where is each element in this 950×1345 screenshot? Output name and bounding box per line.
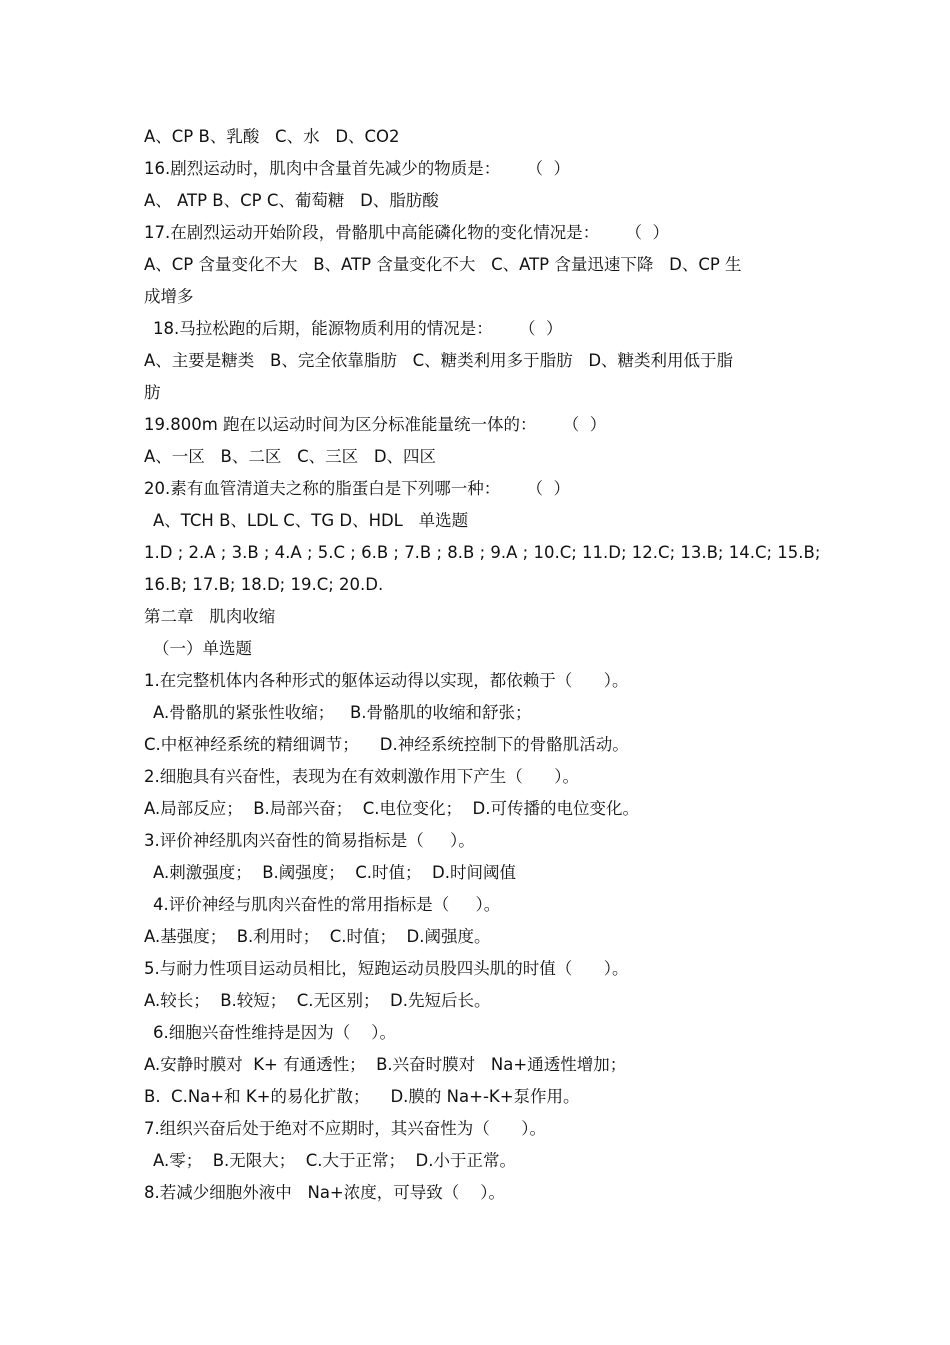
ch2-options-5: A.较长； B.较短； C.无区别； D.先短后长。	[144, 991, 491, 1010]
options-20: A、TCH B、LDL C、TG D、HDL 单选题	[153, 511, 469, 530]
options-18-cont: 肪	[144, 383, 161, 402]
question-17: 17.在剧烈运动开始阶段，骨骼肌中高能磷化物的变化情况是： （ ）	[144, 223, 669, 242]
question-18: 18.马拉松跑的后期，能源物质利用的情况是： （ ）	[153, 319, 563, 338]
ch2-options-3: A.刺激强度； B.阈强度； C.时值； D.时间阈值	[153, 863, 516, 882]
ch2-question-2: 2.细胞具有兴奋性，表现为在有效刺激作用下产生（ ）。	[144, 767, 579, 786]
ch2-options-1b: C.中枢神经系统的精细调节； D.神经系统控制下的骨骼肌活动。	[144, 735, 629, 754]
ch2-question-6: 6.细胞兴奋性维持是因为（ ）。	[153, 1023, 396, 1042]
ch2-question-4: 4.评价神经与肌肉兴奋性的常用指标是（ ）。	[153, 895, 501, 914]
text-line: A、CP B、乳酸 C、水 D、CO2	[144, 127, 400, 146]
question-19: 19.800m 跑在以运动时间为区分标准能量统一体的： （ ）	[144, 415, 607, 434]
answer-key: 1.D ; 2.A ; 3.B ; 4.A ; 5.C ; 6.B ; 7.B ; 8.B ; 9.A ; 10.C; 11.D; 12.C; 13.B; 14.C; 15.B;	[144, 543, 821, 562]
ch2-question-1: 1.在完整机体内各种形式的躯体运动得以实现，都依赖于（ ）。	[144, 671, 629, 690]
ch2-question-3: 3.评价神经肌肉兴奋性的简易指标是（ ）。	[144, 831, 475, 850]
options-17: A、CP 含量变化不大 B、ATP 含量变化不大 C、ATP 含量迅速下降 D、CP 生	[144, 255, 742, 274]
answer-key-cont: 16.B; 17.B; 18.D; 19.C; 20.D.	[144, 575, 384, 594]
document-body	[144, 121, 821, 1209]
ch2-options-6b: B. C.Na+和 K+的易化扩散； D.膜的 Na+-K+泵作用。	[144, 1087, 580, 1106]
ch2-options-4: A.基强度； B.利用时； C.时值； D.阈强度。	[144, 927, 491, 946]
ch2-options-7: A.零； B.无限大； C.大于正常； D.小于正常。	[153, 1151, 516, 1170]
options-18: A、主要是糖类 B、完全依靠脂肪 C、糖类利用多于脂肪 D、糖类利用低于脂	[144, 351, 734, 370]
options-17-cont: 成增多	[144, 287, 194, 306]
ch2-question-5: 5.与耐力性项目运动员相比，短跑运动员股四头肌的时值（ ）。	[144, 959, 629, 978]
ch2-options-6a: A.安静时膜对 K+ 有通透性； B.兴奋时膜对 Na+通透性增加；	[144, 1055, 627, 1074]
ch2-question-7: 7.组织兴奋后处于绝对不应期时，其兴奋性为（ ）。	[144, 1119, 546, 1138]
question-20: 20.素有血管清道夫之称的脂蛋白是下列哪一种： （ ）	[144, 479, 570, 498]
ch2-options-1a: A.骨骼肌的紧张性收缩； B.骨骼肌的收缩和舒张；	[153, 703, 532, 722]
ch2-question-8: 8.若减少细胞外液中 Na+浓度，可导致（ ）。	[144, 1183, 505, 1202]
question-16: 16.剧烈运动时，肌肉中含量首先减少的物质是： （ ）	[144, 159, 570, 178]
ch2-options-2: A.局部反应； B.局部兴奋； C.电位变化； D.可传播的电位变化。	[144, 799, 639, 818]
section-title: （一）单选题	[153, 639, 252, 658]
chapter-title: 第二章 肌肉收缩	[144, 607, 276, 626]
options-16: A、 ATP B、CP C、葡萄糖 D、脂肪酸	[144, 191, 439, 210]
options-19: A、一区 B、二区 C、三区 D、四区	[144, 447, 437, 466]
